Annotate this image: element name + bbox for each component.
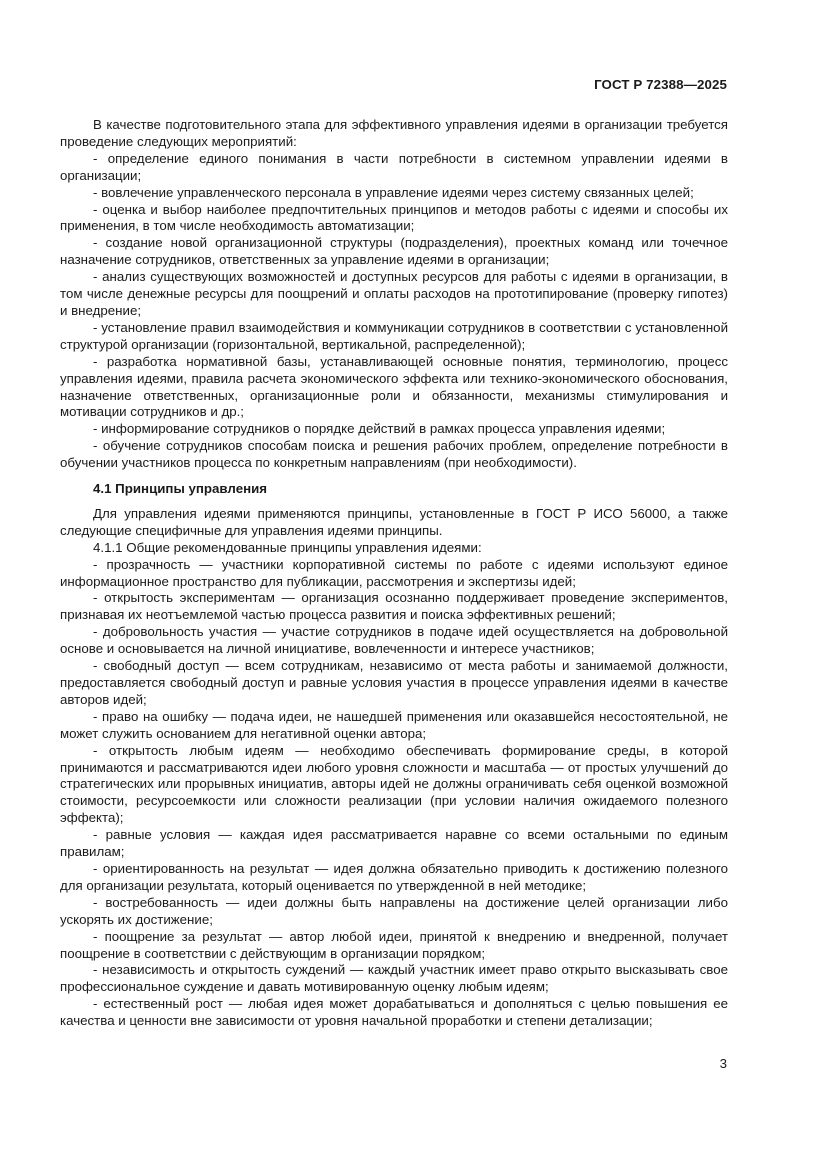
- principle-item: - открытость экспериментам — организация осознанно поддерживает проведение экспериментов, признавая их неотъемлемой частью процесса развития и поиска эффективных решений;: [60, 590, 728, 623]
- principle-item: - добровольность участия — участие сотрудников в подаче идей осуществляется на добровольной основе и основывается на личной инициативе, вовлеченности и интересе участников;: [60, 624, 728, 657]
- document-id-header: ГОСТ Р 72388—2025: [594, 77, 727, 92]
- intro-list-item: - разработка нормативной базы, устанавливающей основные понятия, терминологию, процесс управления идеями, правила расчета экономического эффекта или технико-экономического обоснования, назначение ответственных, организационные роли и обязанности, механизмы стимулирования и мотивации сотрудников и др.;: [60, 353, 728, 420]
- principle-item: - ориентированность на результат — идея должна обязательно приводить к достижению полезного для организации результата, который оценивается по утвержденной в ней методике;: [60, 860, 728, 893]
- intro-list-item: - анализ существующих возможностей и доступных ресурсов для работы с идеями в организации, в том числе денежные ресурсы для поощрений и оплаты расходов на прототипирование (проверку гипотез) и внедрение;: [60, 269, 728, 318]
- principle-item: - прозрачность — участники корпоративной системы по работе с идеями используют единое информационное пространство для публикации, рассмотрения и экспертизы идей;: [60, 556, 728, 589]
- document-body: [60, 117, 728, 1030]
- principle-item: - поощрение за результат — автор любой идеи, принятой к внедрению и внедренной, получает поощрение в соответствии с действующим в организации порядком;: [60, 928, 728, 961]
- intro-list-item: - оценка и выбор наиболее предпочтительных принципов и методов работы с идеями и способы их применения, в том числе необходимость автоматизации;: [60, 201, 728, 234]
- page-number: 3: [719, 1056, 727, 1071]
- principle-item: - равные условия — каждая идея рассматривается наравне со всеми остальными по единым правилам;: [60, 827, 728, 860]
- subsection-intro: 4.1.1 Общие рекомендованные принципы управления идеями:: [93, 539, 482, 555]
- principle-item: - естественный рост — любая идея может дорабатываться и дополняться с целью повышения ее качества и ценности вне зависимости от уровня начальной проработки и степени детализации;: [60, 996, 728, 1029]
- intro-list-item: - создание новой организационной структуры (подразделения), проектных команд или точечное назначение сотрудников, ответственных за управление идеями в организации;: [60, 235, 728, 268]
- section-paragraph: Для управления идеями применяются принципы, установленные в ГОСТ Р ИСО 56000, а также следующие специфичные для управления идеями принципы.: [60, 505, 728, 538]
- intro-list-item: - вовлечение управленческого персонала в управление идеями через систему связанных целей;: [93, 184, 694, 200]
- intro-list-item: - определение единого понимания в части потребности в системном управлении идеями в организации;: [60, 150, 728, 183]
- principle-item: - право на ошибку — подача идеи, не нашедшей применения или оказавшейся несостоятельной, не может служить основанием для негативной оценки автора;: [60, 708, 728, 741]
- intro-list-item: - обучение сотрудников способам поиска и решения рабочих проблем, определение потребности в обучении участников процесса по конкретным направлениям (при необходимости).: [60, 438, 728, 471]
- principle-item: - открытость любым идеям — необходимо обеспечивать формирование среды, в которой принимаются и рассматриваются идеи любого уровня сложности и масштаба — от простых улучшений до стратегических или прорывных инициатив, авторы идей не должны ограничивать себя оценкой возможной стоимости, ресурсоемкости или сложности реализации (при условии наличия ожидаемого полезного эффекта);: [60, 742, 728, 826]
- principle-item: - свободный доступ — всем сотрудникам, независимо от места работы и занимаемой должности, предоставляется свободный доступ и равные условия участия в процессе управления идеями в качестве авторов идей;: [60, 658, 728, 707]
- principle-item: - востребованность — идеи должны быть направлены на достижение целей организации либо ускорять их достижение;: [60, 894, 728, 927]
- intro-paragraph-0: В качестве подготовительного этапа для эффективного управления идеями в организации требуется проведение следующих мероприятий:: [60, 117, 728, 149]
- intro-list-item: - установление правил взаимодействия и коммуникации сотрудников в соответствии с установленной структурой организации (горизонтальной, вертикальной, распределенной);: [60, 319, 728, 352]
- section-heading: 4.1 Принципы управления: [93, 481, 268, 497]
- principle-item: - независимость и открытость суждений — каждый участник имеет право открыто высказывать свое профессиональное суждение и давать мотивированную оценку любым идеям;: [60, 962, 728, 995]
- intro-list-item: - информирование сотрудников о порядке действий в рамках процесса управления идеями;: [93, 421, 666, 437]
